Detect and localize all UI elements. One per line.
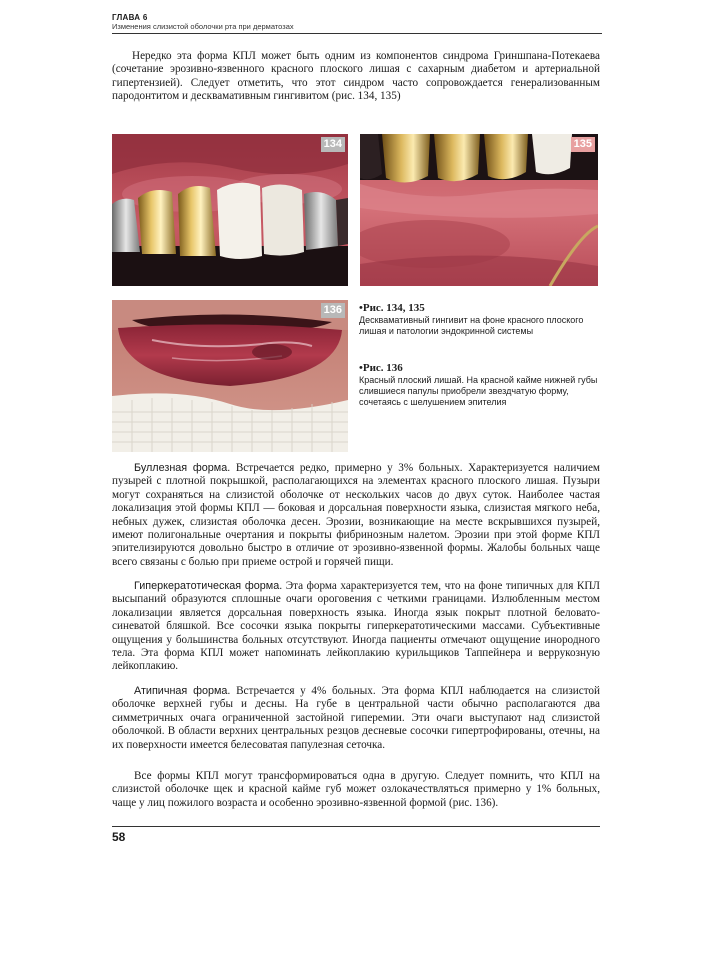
caption-reference: •Рис. 134, 135 — [359, 302, 425, 314]
lower-lip-photo — [112, 300, 348, 452]
final-paragraph-text: Все формы КПЛ могут трансформироваться одна в другую. Следует помнить, что КПЛ на слизистой оболочке щек и красной кайме губ может озлокачествляться примерно у 1% больных, чаще у лиц пожилого возраста и особенно эрозивно-язвенной формой (рис. 136). — [112, 770, 600, 809]
section-text: Встречается редко, примерно у 3% больных. Характеризуется наличием пузырей с плотной покрышкой, располагающихся на элементах красного плоского лишая. Пузыри могут сохраняться на слизистой оболочке от нескольких часов до двух суток. Наиболее частая локализация этой формы КПЛ — боковая и дорсальная поверхности языка, слизистая мягкого неба, небных дужек, слизистая оболочка десен. Эрозии, возникающие на месте вскрывшихся пузырей, имеют полигональные очертания и покрыты фибринозным налетом. Эрозии при этой форме КПЛ эпителизируются довольно быстро в отличие от эрозивно-язвенной формы. Жалобы больных чаще всего связаны с болью при приеме острой и горячей пищи. — [112, 462, 600, 568]
figure-number-badge: 134 — [321, 137, 345, 152]
figure-number-badge: 136 — [321, 303, 345, 318]
section-lead: Буллезная форма. — [134, 462, 231, 474]
caption-reference: •Рис. 136 — [359, 362, 403, 374]
intro-paragraph: Нередко эта форма КПЛ может быть одним из компонентов синдрома Гриншпана-Потекаева (сочетание эрозивно-язвенного красного плоского лишая с сахарным диабетом и артериальной гипертензией). Следует отметить, что этот синдром часто сопровождается генерализованным пародонтитом и десквамативным гингивитом (рис. 134, 135) — [112, 50, 600, 103]
figure-caption — [359, 362, 599, 409]
figure-caption — [359, 302, 599, 337]
section-text: Эта форма характеризуется тем, что на фоне типичных для КПЛ высыпаний образуются сплошные очаги ороговения с четкими границами. Излюбленным местом локализации является дорсальная поверхность языка. Иногда язык покрыт плотной беловато-синеватой бляшкой. Все сосочки языка покрыты гиперкератотическими массами. Субъективные ощущения у большинства больных отсутствуют. Иногда пациенты отмечают ощущение инородного тела. Эта форма КПЛ может напоминать лейкоплакию курильщиков Таппейнера и веррукозную лейкоплакию. — [112, 580, 601, 673]
running-header — [112, 13, 602, 34]
chapter-label: ГЛАВА 6 — [112, 13, 148, 22]
bullous-form-paragraph — [112, 462, 600, 569]
gingiva-gold-crowns-photo — [112, 134, 348, 286]
page-number: 58 — [112, 830, 126, 844]
section-lead: Гиперкератотическая форма. — [134, 580, 283, 592]
section-text: Встречается у 4% больных. Эта форма КПЛ наблюдается на слизистой оболочке верхней губы и десны. На губе в центральной части обычно располагаются два симметричных очага ограниченной застойной гиперемии. Эти очаги выступают над слизистой оболочкой. В области верхних центральных резцов десневые сосочки гипертрофированы, отечны, на их поверхности имеется белесоватая папулезная сеточка. — [112, 685, 601, 751]
figure-135-photo — [360, 134, 598, 286]
lower-gingiva-photo — [360, 134, 598, 286]
caption-text: Красный плоский лишай. На красной кайме нижней губы слившиеся папулы приобрели звездчатую форму, сочетаясь с шелушением эпителия — [359, 375, 598, 408]
figure-136-photo — [112, 300, 348, 452]
figure-number-badge: 135 — [571, 137, 595, 152]
footer-rule — [112, 826, 600, 827]
figure-134-photo — [112, 134, 348, 286]
caption-text: Десквамативный гингивит на фоне красного плоского лишая и патологии эндокринной системы — [359, 315, 584, 337]
atypical-form-paragraph — [112, 685, 600, 752]
section-lead: Атипичная форма. — [134, 685, 231, 697]
hyperkeratotic-form-paragraph — [112, 580, 600, 674]
final-paragraph — [112, 770, 600, 810]
chapter-subtitle: Изменения слизистой оболочки рта при дерматозах — [112, 22, 294, 31]
